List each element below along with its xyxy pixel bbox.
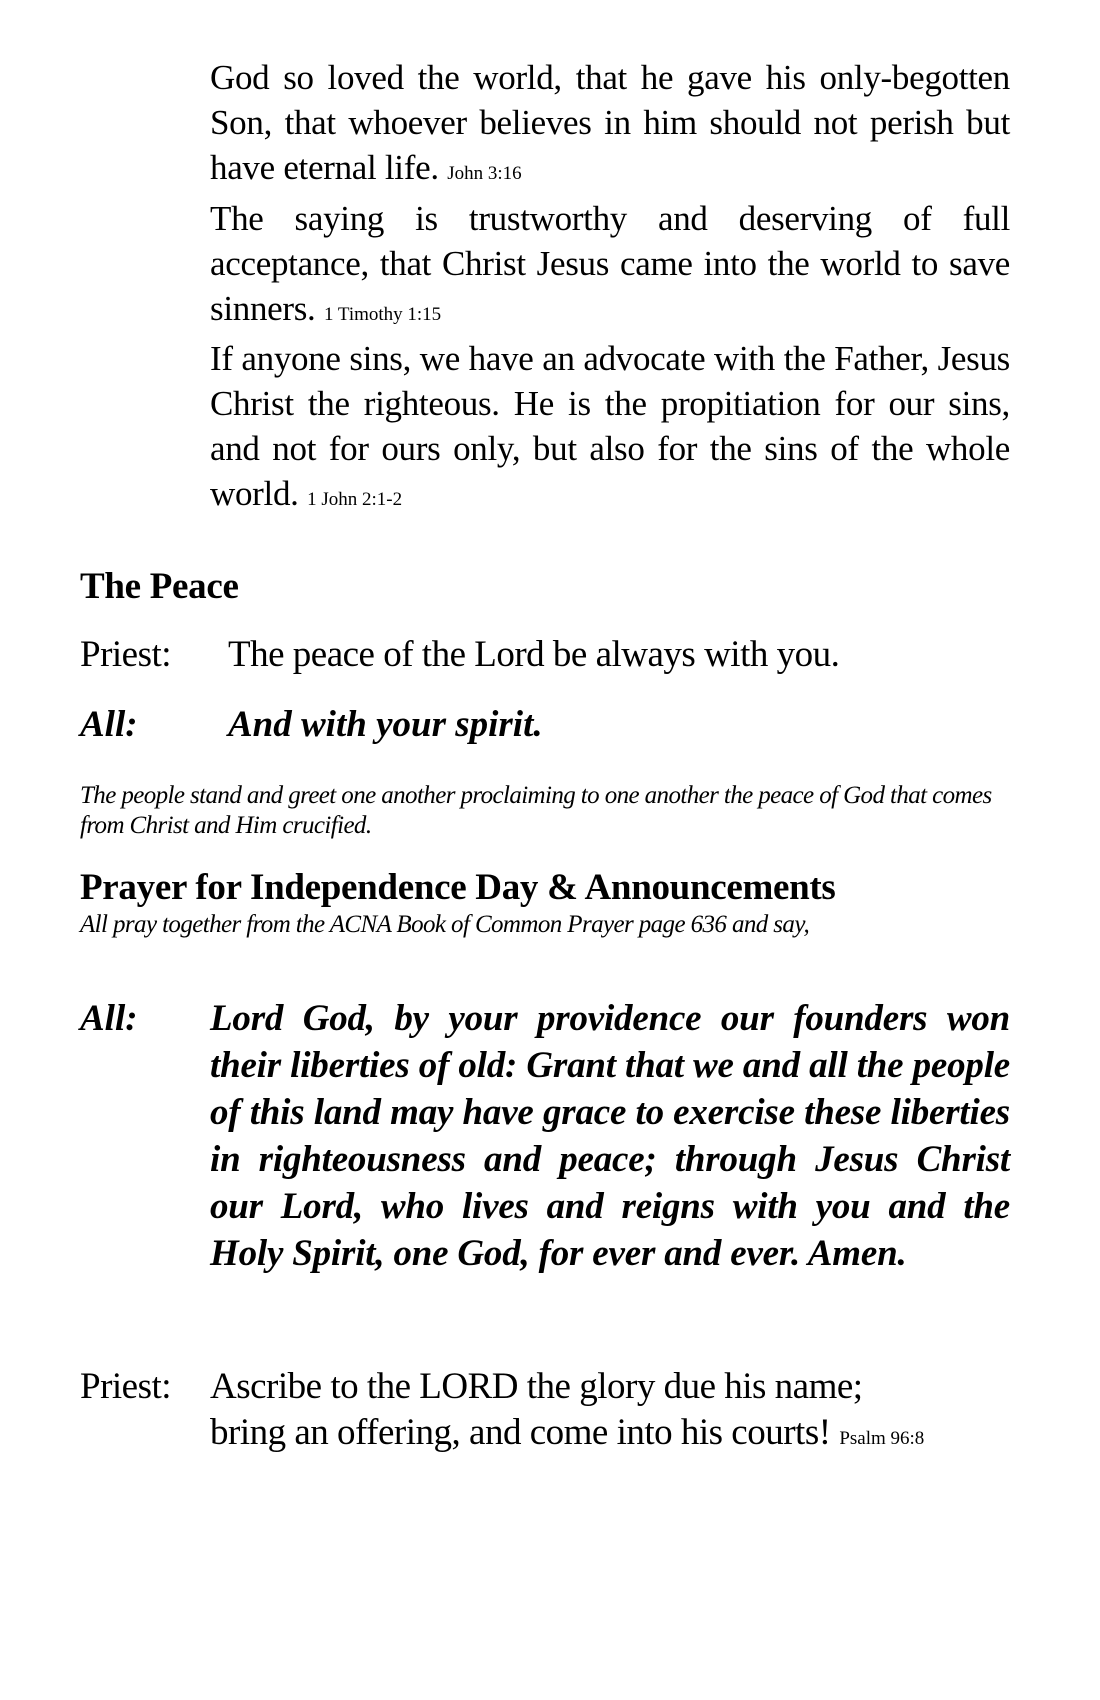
priest-text: The peace of the Lord be always with you. [228,634,840,675]
verse-john-3-16 [210,55,1010,196]
closing-verse [210,1364,1020,1462]
closing-line-2 [210,1410,1020,1462]
verse-reference: John 3:16 [447,163,522,184]
prayer-text: Lord God, by your providence our founders won their liberties of old: Grant that we and all the people of this land may have grace to exercise these liberties in righteousness and peace; through Jesus Christ our Lord, who lives and reigns with you and the Holy Spirit, one God, for ever and ever. Amen. [210,998,1010,1274]
speaker-label: All: [80,704,138,745]
verse-text: The saying is trustworthy and deserving of full acceptance, that Christ Jesus came into the world to save sinners. [210,199,1010,328]
section-heading-peace: The Peace [80,566,239,607]
verse-reference: Psalm 96:8 [839,1428,925,1449]
closing-line-2-text: bring an offering, and come into his courts! [210,1412,831,1453]
verse-text: If anyone sins, we have an advocate with the Father, Jesus Christ the righteous. He is the propitiation for our sins, and not for ours only, but also for the sins of the whole world. [210,339,1010,513]
speaker-label: Priest: [80,634,172,675]
closing-speaker-label: Priest: [80,1366,172,1407]
verse-1-john-2-1-2 [210,336,1010,522]
prayer-speaker-label: All: [80,998,138,1039]
verse-text: God so loved the world, that he gave his only-begotten Son, that whoever believes in him should not perish but have eternal life. [210,58,1010,187]
closing-line-1: Ascribe to the LORD the glory due his name; [210,1366,863,1407]
verse-reference: 1 Timothy 1:15 [323,304,442,325]
response-text: And with your spirit. [228,704,543,745]
peace-all-line [80,703,1020,747]
prayer-rubric: All pray together from the ACNA Book of Common Prayer page 636 and say, [80,911,810,938]
peace-priest-line [80,633,1020,677]
verse-1-timothy-1-15 [210,196,1010,337]
section-heading-prayer: Prayer for Independence Day & Announcements [80,867,836,908]
verse-reference: 1 John 2:1-2 [307,489,403,510]
peace-rubric: The people stand and greet one another proclaiming to one another the peace of God that comes from Christ and Him crucified. [80,782,992,839]
